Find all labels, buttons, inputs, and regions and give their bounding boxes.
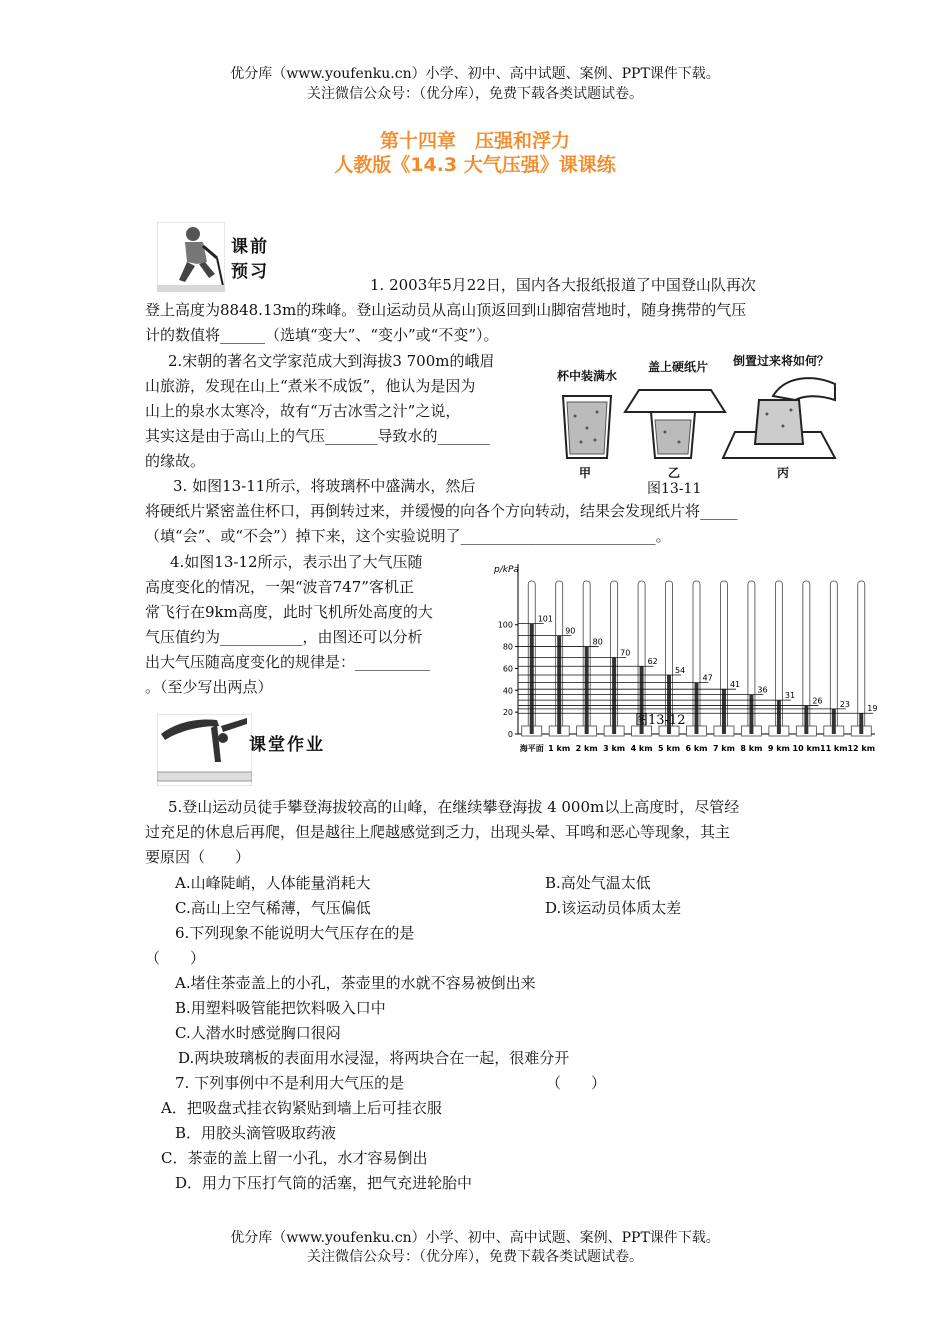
- page-header-line1: 优分库（www.youfenku.cn）小学、初中、高中试题、案例、PPT课件下载。: [230, 66, 720, 82]
- q6-option-a: A.堵住茶壶盖上的小孔，茶壶里的水就不容易被倒出来: [175, 974, 536, 992]
- q5-option-d: D.该运动员体质太差: [545, 899, 682, 917]
- q4-line1: 4.如图13-12所示，表示出了大气压随: [170, 553, 423, 571]
- q1-line3: 计的数值将______（选填“变大”、“变小”或“不变”）。: [145, 326, 499, 344]
- chart-title-caption: 图13-12: [635, 713, 686, 728]
- fig1311-label-c: 倒置过来将如何？: [733, 354, 830, 368]
- fig1311-label-a: 杯中装满水: [557, 369, 618, 383]
- pressure-altitude-chart: [480, 556, 880, 766]
- q4-line5: 出大气压随高度变化的规律是：__________: [145, 653, 431, 671]
- page-header-line2: 关注微信公众号：（优分库），免费下载各类试题试卷。: [307, 86, 643, 102]
- chart-y-tick-label: 60: [502, 664, 513, 674]
- q7-option-a: A．把吸盘式挂衣钩紧贴到墙上后可挂衣服: [161, 1099, 442, 1117]
- chart-bar: [585, 647, 589, 734]
- chart-value-label: 80: [592, 637, 603, 647]
- chart-x-label: 6 km: [685, 744, 708, 753]
- q4-line6: 。（至少写出两点）: [145, 678, 273, 696]
- chapter-title: 第十四章 压强和浮力: [379, 130, 570, 152]
- chart-x-label: 7 km: [712, 744, 735, 753]
- chart-y-tick-label: 100: [497, 620, 513, 630]
- q3-line3: （填“会”、或“不会”）掉下来，这个实验说明了__________________________。: [145, 527, 671, 545]
- chart-value-label: 54: [675, 665, 686, 675]
- chart-bar: [612, 658, 616, 735]
- chart-x-label: 海平面: [519, 744, 544, 753]
- q7-option-c: C．茶壶的盖上留一小孔，水才容易倒出: [161, 1149, 428, 1167]
- figure-13-11: [545, 350, 840, 495]
- chart-bar: [804, 706, 808, 734]
- chart-bar: [695, 683, 699, 734]
- chart-value-label: 62: [647, 657, 658, 667]
- glass-full-of-water-icon: [563, 396, 611, 458]
- q6-line1: 6.下列现象不能说明大气压存在的是: [175, 924, 415, 942]
- chart-y-tick-label: 40: [502, 686, 513, 696]
- chart-value-label: 31: [784, 691, 796, 701]
- chart-tube: [858, 581, 865, 734]
- lesson-subtitle: 人教版《14.3 大气压强》课课练: [334, 154, 616, 176]
- q5-option-c: C.高山上空气稀薄，气压偏低: [175, 899, 371, 917]
- chart-x-label: 5 km: [658, 744, 681, 753]
- classwork-section-banner: [157, 714, 332, 786]
- chart-x-label: 2 km: [575, 744, 598, 753]
- q1-line1: 1. 2003年5月22日，国内各大报纸报道了中国登山队再次: [370, 276, 756, 294]
- q4-line2: 高度变化的情况，一架“波音747”客机正: [145, 578, 414, 596]
- chart-x-label: 10 km: [792, 744, 821, 753]
- chart-value-label: 23: [839, 699, 850, 709]
- glass-covered-with-card-icon: [625, 390, 725, 458]
- chart-bar: [749, 695, 753, 734]
- q5-line3: 要原因（ ）: [145, 848, 251, 866]
- q5-line1: 5.登山运动员徒手攀登海拔较高的山峰，在继续攀登海拔 4 000m以上高度时，尽管经: [168, 798, 740, 816]
- q2-line2: 山旅游，发现在山上“煮米不成饭”，他认为是因为: [145, 377, 476, 395]
- chart-value-label: 47: [702, 673, 713, 683]
- page-footer-line1: 优分库（www.youfenku.cn）小学、初中、高中试题、案例、PPT课件下载。: [230, 1230, 720, 1246]
- q5-option-a: A.山峰陡峭，人体能量消耗大: [175, 874, 371, 892]
- fig1311-sub-a: 甲: [579, 466, 592, 480]
- fig1311-drawing: [545, 370, 840, 465]
- fig1311-label-b: 盖上硬纸片: [648, 360, 709, 374]
- classwork-section-label: 课堂作业: [249, 735, 325, 755]
- chart-x-label: 1 km: [548, 744, 571, 753]
- q3-line1: 3. 如图13-11所示，将玻璃杯中盛满水，然后: [173, 477, 476, 495]
- q2-line3: 山上的泉水太寒冷，故有“万古冰雪之汁”之说，: [145, 402, 461, 420]
- chart-bar: [859, 713, 863, 734]
- q2-line1: 2.宋朝的著名文学家范成大到海拔3 700m的峨眉: [168, 352, 495, 370]
- chart-x-label: 11 km: [820, 744, 848, 753]
- chart-x-label: 3 km: [603, 744, 626, 753]
- hockey-player-icon: [157, 222, 225, 292]
- chart-value-label: 101: [537, 614, 554, 624]
- chart-y-tick-label: 20: [502, 708, 513, 718]
- q4-line3: 常飞行在9km高度，此时飞机所处高度的大: [145, 603, 433, 621]
- chart-value-label: 70: [620, 648, 631, 658]
- inverted-glass-with-hand-icon: [723, 378, 835, 458]
- q6-option-c: C.人潜水时感觉胸口很闷: [175, 1024, 341, 1042]
- preview-section-banner: [157, 222, 275, 292]
- q1-line2: 登上高度为8848.13m的珠峰。登山运动员从高山顶返回到山脚宿营地时，随身携带的气压: [145, 301, 747, 319]
- q5-option-b: B.高处气温太低: [545, 874, 651, 892]
- chart-x-label: 9 km: [767, 744, 790, 753]
- chart-value-label: 90: [565, 626, 576, 636]
- q4-line4: 气压值约为___________，由图还可以分析: [145, 628, 423, 646]
- gymnast-icon: [157, 714, 252, 786]
- q2-line5: 的缘故。: [145, 452, 206, 470]
- q5-line2: 过充足的休息后再爬，但是越往上爬越感觉到乏力，出现头晕、耳鸣和恶心等现象，其主: [145, 823, 731, 841]
- q7-line1: 7. 下列事例中不是利用大气压的是: [175, 1074, 405, 1092]
- fig1311-sub-c: 丙: [777, 466, 790, 480]
- chart-value-label: 41: [729, 680, 741, 690]
- chart-bar: [722, 689, 726, 734]
- chart-y-tick-label: 80: [502, 642, 513, 652]
- fig1311-sub-b: 乙: [668, 466, 681, 480]
- q7-answer-paren: （ ）: [546, 1074, 607, 1092]
- chart-value-label: 36: [757, 685, 768, 695]
- q6-option-d: D.两块玻璃板的表面用水浸湿，将两块合在一起，很难分开: [178, 1049, 570, 1067]
- page-footer-line2: 关注微信公众号：（优分库），免费下载各类试题试卷。: [307, 1249, 643, 1265]
- q7-option-b: B．用胶头滴管吸取药液: [175, 1124, 337, 1142]
- q3-line2: 将硬纸片紧密盖住杯口，再倒转过来，并缓慢的向各个方向转动，结果会发现纸片将_____: [145, 502, 738, 520]
- chart-x-label: 4 km: [630, 744, 653, 753]
- q6-line2: （ ）: [145, 949, 206, 967]
- chart-y-axis-label: p/kPa: [494, 565, 519, 575]
- q7-option-d: D．用力下压打气筒的活塞，把气充进轮胎中: [175, 1174, 473, 1192]
- chart-bar: [557, 636, 561, 734]
- q2-line4: 其实这是由于高山上的气压_______导致水的_______: [145, 427, 491, 445]
- chart-value-label: 26: [812, 696, 823, 706]
- chart-y-tick-label: 0: [507, 730, 513, 739]
- chart-bar: [530, 624, 534, 734]
- chart-bar: [832, 709, 836, 734]
- preview-section-label: 课前预习: [231, 237, 269, 282]
- chart-x-label: 8 km: [740, 744, 763, 753]
- q6-option-b: B.用塑料吸管能把饮料吸入口中: [175, 999, 386, 1017]
- chart-x-label: 12 km: [847, 744, 876, 753]
- chart-value-label: 19: [867, 704, 878, 714]
- fig1311-caption: 图13-11: [647, 481, 702, 497]
